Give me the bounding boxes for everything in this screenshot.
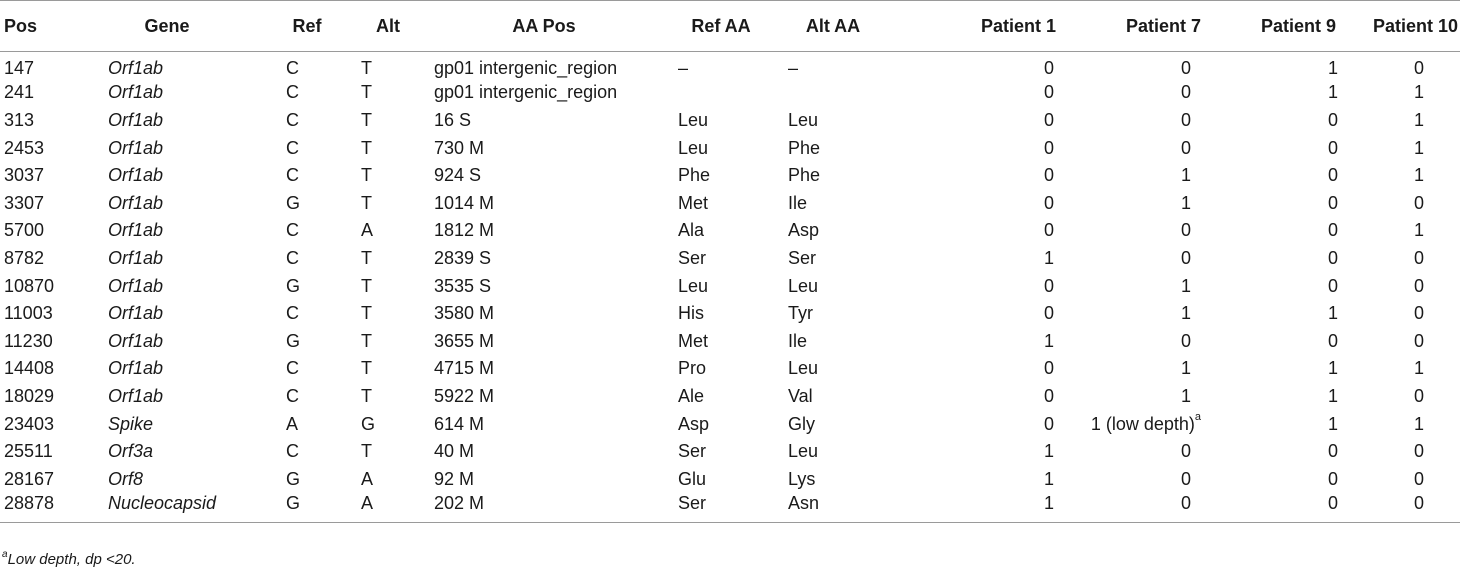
cell-p7-text: 1 [1180,303,1191,324]
cell-p7-value [1171,358,1201,379]
cell-alt-aa: Asp [788,220,820,241]
cell-p10: 0 [1413,58,1424,79]
cell-p9: 0 [1327,247,1338,268]
cell-aa-pos: 730 M [434,137,485,158]
cell-alt: T [361,330,372,351]
table-row [0,465,1460,493]
cell-gene: Orf1ab [108,82,164,103]
cell-p10: 1 [1413,358,1424,379]
header-patient-1: Patient 1 [888,1,1058,52]
cell-alt: T [361,82,372,103]
cell-pos: 3037 [4,165,45,186]
cell-ref: G [286,330,301,351]
cell-p7-value [1171,165,1201,186]
cell-ref: A [286,413,299,434]
cell-p9: 0 [1327,109,1338,130]
cell-aa-pos: 2839 S [434,247,492,268]
table-row [0,162,1460,190]
cell-gene: Orf1ab [108,109,164,130]
cell-alt: T [361,247,372,268]
cell-p10: 0 [1413,441,1424,462]
cell-aa-pos: 16 S [434,109,472,130]
cell-p7-text: 1 [1180,385,1191,406]
cell-p7-value [1171,386,1201,407]
cell-ref-aa: Ala [678,220,705,241]
table-row [0,189,1460,217]
cell-p9: 1 [1327,303,1338,324]
cell-p7-value [1171,248,1201,269]
cell-ref: C [286,137,299,158]
cell-p1: 1 [888,493,1058,523]
table-row [0,134,1460,162]
cell-p9: 0 [1327,468,1338,489]
cell-p7 [1058,438,1203,466]
cell-p7-text: 0 [1180,220,1191,241]
cell-gene: Orf1ab [108,220,164,241]
cell-gene: Nucleocapsid [72,493,262,523]
footnote-text: Low depth, dp <20. [7,551,136,568]
cell-alt-aa: Tyr [788,303,813,324]
cell-pos: 8782 [4,247,45,268]
table-row [0,355,1460,383]
header-patient-10: Patient 10 [1338,1,1460,52]
cell-aa-pos: 3580 M [434,303,495,324]
cell-p7 [1058,245,1203,273]
cell-pos: 5700 [4,220,45,241]
cell-aa-pos: 3655 M [434,330,495,351]
cell-p7-text: 1 [1180,192,1191,213]
cell-p7 [1058,107,1203,135]
cell-alt-aa: Lys [788,468,816,489]
cell-alt: A [361,220,374,241]
header-patient-7: Patient 7 [1058,1,1203,52]
cell-pos: 313 [4,109,35,130]
cell-alt: T [361,109,372,130]
cell-alt-aa: Ser [788,247,817,268]
table-row [0,272,1460,300]
cell-p1: 0 [1043,192,1054,213]
cell-ref-aa: Ale [678,385,705,406]
cell-pos: 25511 [4,441,53,462]
cell-p7 [1058,355,1203,383]
cell-alt: T [361,358,372,379]
table-row [0,79,1460,107]
cell-p7-text: 1 [1180,358,1191,379]
cell-p1: 0 [1043,82,1054,103]
cell-ref-aa: His [678,303,704,324]
cell-alt-aa: Leu [788,358,819,379]
cell-pos: 14408 [4,358,55,379]
cell-ref: C [286,441,299,462]
cell-aa-pos: 614 M [434,413,485,434]
cell-p10: 1 [1413,137,1424,158]
cell-p9: 0 [1327,165,1338,186]
cell-p7-value [1171,58,1201,79]
footnote-ref-marker: a [1194,410,1201,423]
table-row [0,493,1460,523]
cell-p1: 1 [1043,247,1054,268]
header-ref-aa: Ref AA [664,1,778,52]
cell-p7-value [1171,220,1201,241]
table-row [0,107,1460,135]
cell-ref-aa: Met [678,330,709,351]
cell-pos: 28167 [4,468,55,489]
cell-p10: 0 [1413,303,1424,324]
cell-p7 [1058,79,1203,107]
cell-p10: 1 [1413,220,1424,241]
cell-p7-value [1171,493,1201,514]
cell-aa-pos: 924 S [434,165,482,186]
cell-aa-pos: gp01 intergenic_region [434,82,618,103]
cell-ref: C [286,247,299,268]
cell-p10: 1 [1413,165,1424,186]
cell-alt-aa: Val [788,385,813,406]
cell-p7 [1058,327,1203,355]
cell-p10: 0 [1338,493,1460,523]
cell-ref-aa: Leu [678,137,709,158]
cell-p7 [1058,465,1203,493]
cell-p7 [1058,217,1203,245]
cell-aa-pos: 1812 M [434,220,495,241]
cell-alt: T [361,385,372,406]
cell-gene: Orf1ab [108,330,164,351]
cell-aa-pos: 3535 S [434,275,492,296]
cell-p9: 0 [1327,330,1338,351]
cell-ref: C [286,385,299,406]
cell-ref: G [262,493,352,523]
cell-ref-aa: Leu [678,275,709,296]
cell-p9: 0 [1203,493,1338,523]
cell-alt-aa: Phe [788,165,821,186]
cell-alt: T [361,192,372,213]
cell-p1: 0 [1043,358,1054,379]
cell-gene: Orf1ab [108,275,164,296]
cell-p7-text: 0 [1180,109,1191,130]
cell-pos: 3307 [4,192,45,213]
cell-p9: 1 [1327,82,1338,103]
cell-p7-text: 1 (low depth) [1090,413,1195,434]
cell-p1: 1 [1043,468,1054,489]
cell-p1: 0 [1043,220,1054,241]
cell-pos: 241 [4,82,35,103]
cell-p7 [1058,162,1203,190]
cell-alt: A [352,493,424,523]
cell-ref: C [286,165,299,186]
cell-ref-aa: Ser [664,493,778,523]
cell-p7-text: 0 [1180,468,1191,489]
cell-ref-aa: Asp [678,413,710,434]
cell-gene: Orf3a [108,441,154,462]
cell-aa-pos: 92 M [434,468,475,489]
cell-alt: A [361,468,374,489]
cell-alt: T [361,441,372,462]
cell-p1: 1 [1043,330,1054,351]
cell-p7-text: 0 [1180,58,1191,79]
cell-p10: 0 [1413,468,1424,489]
cell-ref: C [286,109,299,130]
cell-p7-value [1171,469,1201,490]
cell-alt: T [361,137,372,158]
cell-ref-aa: Glu [678,468,707,489]
cell-alt: T [361,165,372,186]
table-row [0,383,1460,411]
cell-p10: 0 [1413,247,1424,268]
cell-gene: Orf1ab [108,137,164,158]
cell-p9: 1 [1327,358,1338,379]
cell-p7-text: 1 [1180,275,1191,296]
cell-gene: Orf1ab [108,303,164,324]
cell-p10: 0 [1413,385,1424,406]
header-row [0,1,1460,52]
cell-p7-value [1171,193,1201,214]
cell-p10: 1 [1413,82,1424,103]
cell-p7-text: 0 [1180,137,1191,158]
cell-p9: 0 [1327,275,1338,296]
cell-ref-aa [664,79,778,107]
cell-p7-value [1171,82,1201,103]
cell-p7-value [1171,276,1201,297]
cell-gene: Orf1ab [108,358,164,379]
cell-gene: Orf8 [108,468,144,489]
cell-p9: 1 [1327,58,1338,79]
table-row [0,410,1460,438]
cell-p7-value [1171,303,1201,324]
cell-ref-aa: Leu [678,109,709,130]
cell-pos: 147 [4,58,35,79]
cell-p1: 1 [1043,441,1054,462]
cell-ref: C [286,303,299,324]
cell-aa-pos: 4715 M [434,358,495,379]
cell-pos: 10870 [4,275,55,296]
cell-ref: G [286,275,301,296]
header-patient-9: Patient 9 [1203,1,1338,52]
cell-p1: 0 [1043,137,1054,158]
cell-pos: 11003 [4,303,53,324]
cell-p9: 0 [1327,192,1338,213]
cell-aa-pos: 1014 M [434,192,495,213]
cell-p7-value [1171,331,1201,352]
cell-alt-aa: Leu [788,441,819,462]
cell-pos: 2453 [4,137,45,158]
cell-aa-pos: 202 M [424,493,664,523]
cell-alt-aa: Phe [788,137,821,158]
cell-p10: 1 [1413,109,1424,130]
cell-ref-aa: Met [678,192,709,213]
cell-alt-aa: – [788,58,799,79]
cell-alt-aa: Ile [788,192,808,213]
cell-alt: T [361,58,372,79]
cell-p10: 0 [1413,275,1424,296]
table-row [0,327,1460,355]
cell-p7 [1058,493,1203,523]
header-aa-pos: AA Pos [424,1,664,52]
cell-p7 [1058,134,1203,162]
cell-p7 [1058,52,1203,80]
cell-ref-aa: Phe [678,165,711,186]
cell-alt-aa [778,79,888,107]
cell-p7-text: 0 [1180,441,1191,462]
cell-p1: 0 [1043,303,1054,324]
footnote-marker: a [2,549,8,560]
cell-p10: 0 [1413,192,1424,213]
cell-ref: C [286,358,299,379]
cell-alt-aa: Asn [778,493,888,523]
cell-ref: C [286,58,299,79]
cell-p10: 0 [1413,330,1424,351]
cell-p7 [1058,189,1203,217]
cell-alt: T [361,303,372,324]
table-footnote [2,551,136,568]
cell-ref: C [286,220,299,241]
cell-p7-value [1171,138,1201,159]
cell-ref-aa: Pro [678,358,707,379]
cell-p7-text: 1 [1180,165,1191,186]
cell-p7-text: 0 [1180,247,1191,268]
cell-p7-text: 0 [1180,82,1191,103]
table-header [0,1,1460,52]
header-alt-aa: Alt AA [778,1,888,52]
table-row [0,300,1460,328]
cell-alt-aa: Ile [788,330,808,351]
cell-p1: 0 [1043,165,1054,186]
cell-p9: 0 [1327,441,1338,462]
cell-gene: Spike [108,413,154,434]
cell-gene: Orf1ab [108,165,164,186]
cell-pos: 28878 [0,493,72,523]
cell-p10: 1 [1413,413,1424,434]
cell-aa-pos: gp01 intergenic_region [434,58,618,79]
cell-aa-pos: 40 M [434,441,475,462]
table-row [0,438,1460,466]
cell-gene: Orf1ab [108,247,164,268]
cell-pos: 18029 [4,385,55,406]
cell-ref: C [286,82,299,103]
cell-p9: 1 [1327,385,1338,406]
header-gene: Gene [72,1,262,52]
cell-pos: 11230 [4,330,53,351]
table-body [0,52,1460,523]
cell-p1: 0 [1043,109,1054,130]
cell-p7 [1058,410,1203,438]
cell-gene: Orf1ab [108,58,164,79]
header-ref: Ref [262,1,352,52]
cell-alt-aa: Leu [788,109,819,130]
cell-ref-aa: – [678,58,689,79]
cell-aa-pos: 5922 M [434,385,495,406]
cell-ref: G [286,468,301,489]
cell-alt: G [361,413,376,434]
cell-p9: 0 [1327,220,1338,241]
cell-ref-aa: Ser [678,247,707,268]
cell-p9: 1 [1327,413,1338,434]
cell-p1: 0 [1043,275,1054,296]
cell-ref: G [286,192,301,213]
cell-alt-aa: Leu [788,275,819,296]
table-row [0,217,1460,245]
cell-gene: Orf1ab [108,192,164,213]
cell-p7 [1058,300,1203,328]
cell-p7-text: 0 [1180,330,1191,351]
cell-p1: 0 [1043,58,1054,79]
cell-p7-value [1171,110,1201,131]
cell-alt: T [361,275,372,296]
cell-p7-value [1171,441,1201,462]
cell-p9: 0 [1327,137,1338,158]
cell-pos: 23403 [4,413,55,434]
cell-p7 [1058,272,1203,300]
header-alt: Alt [352,1,424,52]
cell-p1: 0 [1043,413,1054,434]
table-row [0,52,1460,80]
cell-p7 [1058,383,1203,411]
cell-ref-aa: Ser [678,441,707,462]
cell-alt-aa: Gly [788,413,815,434]
cell-gene: Orf1ab [108,385,164,406]
cell-p1: 0 [1043,385,1054,406]
table-row [0,245,1460,273]
cell-p7-value [1090,410,1201,435]
cell-p7-text: 0 [1180,493,1191,513]
header-pos: Pos [0,1,72,52]
